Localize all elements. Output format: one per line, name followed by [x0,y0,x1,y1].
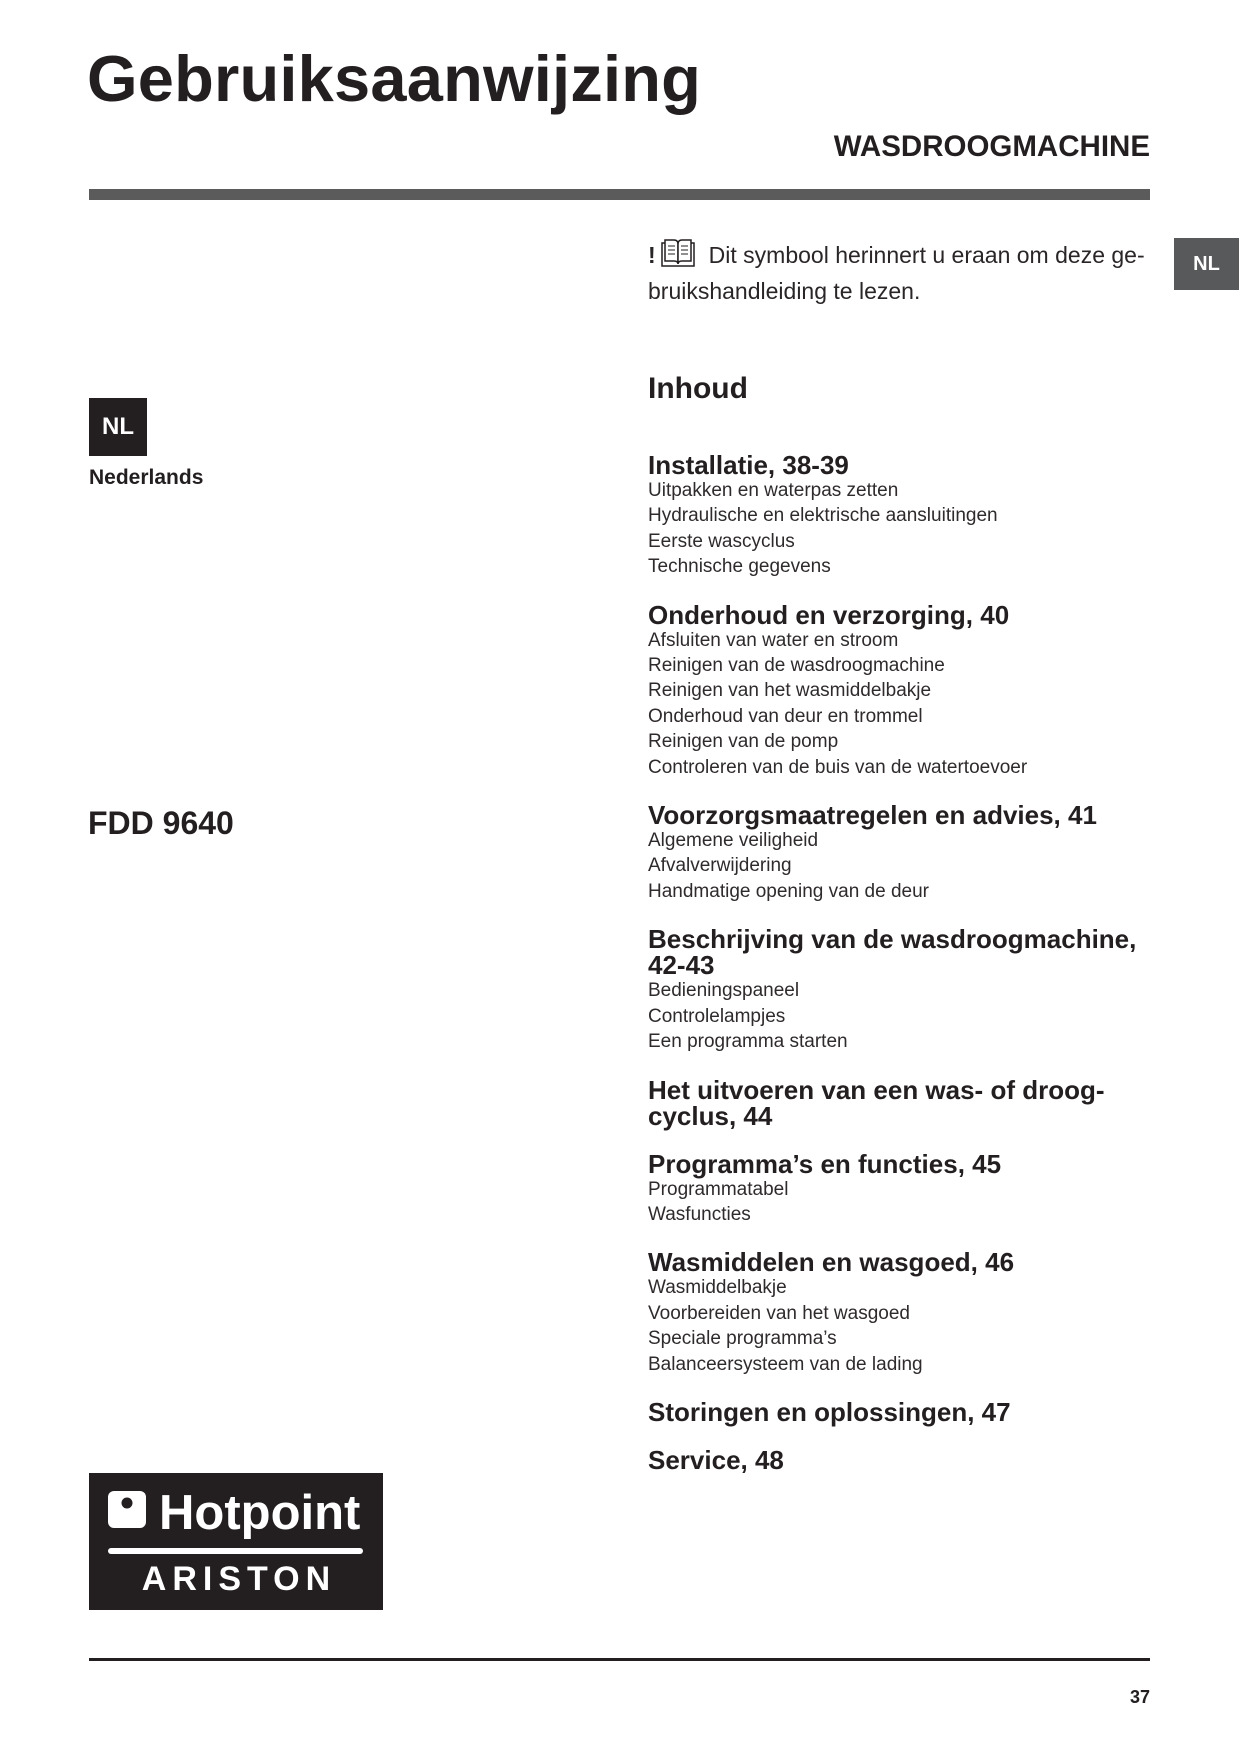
toc-item: Reinigen van het wasmiddelbakje [648,680,932,702]
toc-item: Balanceersysteem van de lading [648,1353,923,1375]
brand-subname: ARISTON [141,1560,337,1598]
notice-text-line: bruikshandleiding te lezen. [648,278,921,304]
toc-item: Afsluiten van water en stroom [648,629,899,651]
toc-item: Controlelampjes [648,1005,786,1027]
toc-item: Reinigen van de wasdroogmachine [648,655,945,677]
toc-section [648,1444,1150,1475]
brand-name: Hotpoint [159,1486,361,1540]
model-number: FDD 9640 [88,805,234,841]
manual-notice [648,237,1150,309]
toc-section [648,802,1150,904]
toc-section [648,926,1150,1054]
toc-item: Een programma starten [648,1031,848,1053]
toc-section [648,452,1150,580]
brand-divider [108,1548,363,1554]
brand-logo [89,1473,383,1610]
toc-heading: Voorzorgsmaatregelen en advies, 41 [648,800,1097,831]
contents-title: Inhoud [648,372,748,405]
book-icon [661,238,695,268]
toc-section [648,599,1150,780]
language-name: Nederlands [89,466,204,489]
toc-heading: 42-43 [648,950,715,981]
toc-item: Hydraulische en elektrische aansluitingen [648,505,998,527]
language-badge [89,398,147,456]
toc-item: Controleren van de buis van de watertoevoer [648,756,1028,778]
toc-section [648,1074,1150,1131]
notice-text-line: Dit symbool herinnert u eraan om deze ge- [708,242,1145,268]
hotpoint-logo-icon [108,1491,146,1528]
language-side-tab-label: NL [1193,252,1220,275]
language-side-tab [1174,238,1239,290]
toc-item: Reinigen van de pomp [648,731,839,753]
table-of-contents [648,452,1150,1473]
toc-heading: cyclus, 44 [648,1100,773,1131]
toc-section [648,1396,1150,1427]
toc-heading: Beschrijving van de wasdroogmachine, [648,924,1137,955]
toc-item: Technische gegevens [648,556,831,578]
document-title: Gebruiksaanwijzing [87,42,702,115]
toc-heading: Service, 48 [648,1444,784,1475]
notice-line [648,237,1150,273]
toc-item: Onderhoud van deur en trommel [648,705,923,727]
toc-item: Bedieningspaneel [648,980,800,1002]
warning-symbol: ! [648,242,656,268]
toc-item: Speciale programma’s [648,1328,837,1350]
toc-heading: Het uitvoeren van een was- of droog- [648,1074,1105,1105]
toc-heading: Storingen en oplossingen, 47 [648,1396,1011,1427]
toc-heading: Programma’s en functies, 45 [648,1148,1002,1179]
toc-heading: Installatie, 38-39 [648,450,849,480]
toc-heading: Onderhoud en verzorging, 40 [648,599,1010,630]
language-badge-label: NL [102,413,134,440]
toc-item: Handmatige opening van de deur [648,880,929,902]
footer-divider [89,1658,1150,1661]
toc-section [648,1148,1150,1228]
toc-item: Voorbereiden van het wasgoed [648,1302,910,1324]
header-divider-bar [89,189,1150,200]
toc-item: Wasmiddelbakje [648,1277,787,1299]
toc-item: Afvalverwijdering [648,855,792,877]
toc-item: Uitpakken en waterpas zetten [648,480,899,501]
toc-heading: Wasmiddelen en wasgoed, 46 [648,1247,1015,1278]
toc-section [648,1249,1150,1377]
page-number: 37 [1129,1687,1150,1707]
toc-item: Eerste wascyclus [648,530,795,552]
toc-item: Programmatabel [648,1178,789,1200]
product-type: WASDROOGMACHINE [833,130,1150,163]
toc-item: Algemene veiligheid [648,830,819,852]
toc-item: Wasfuncties [648,1203,751,1225]
